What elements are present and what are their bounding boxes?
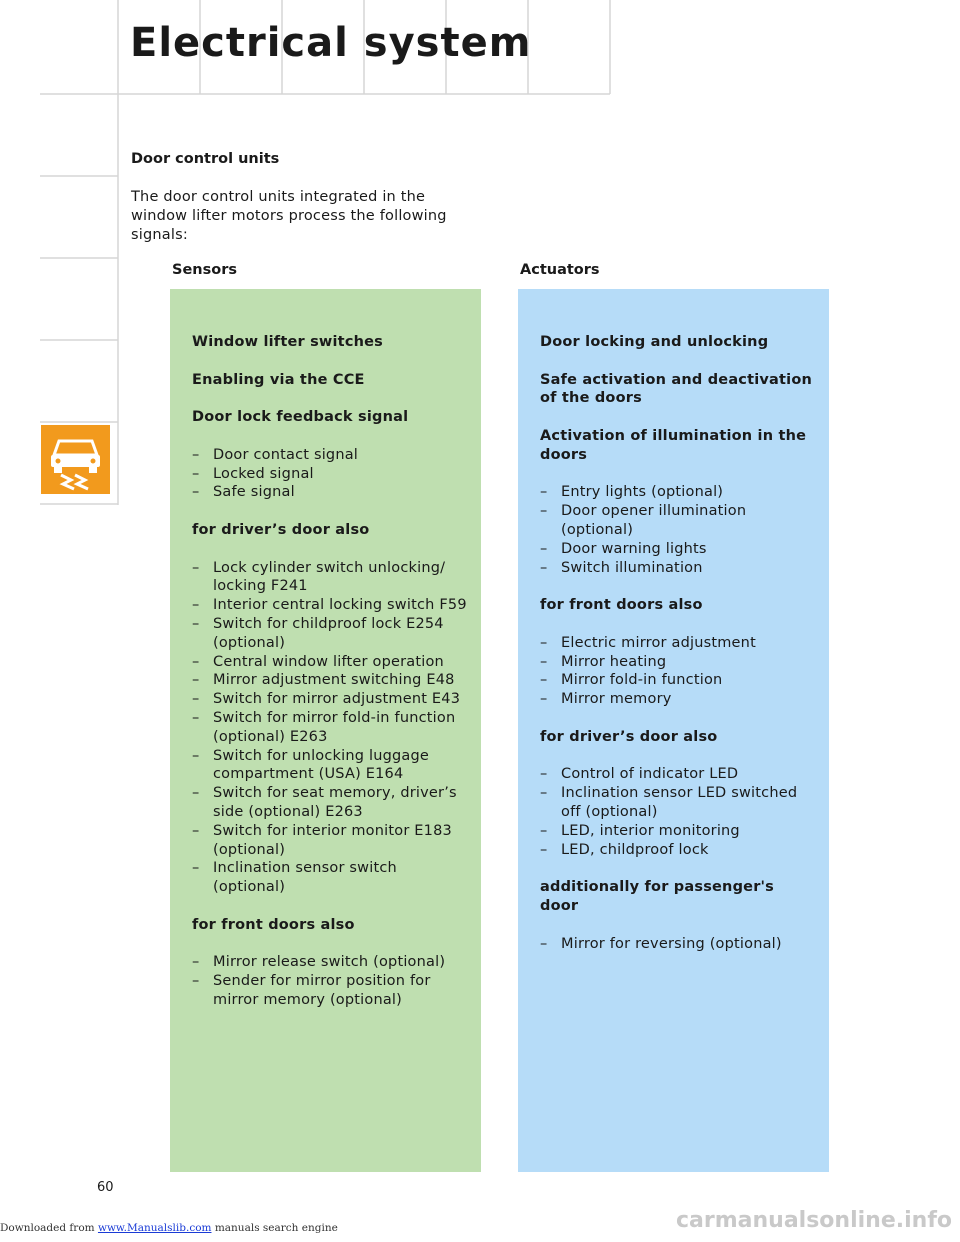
bullet-dash: – [540,822,548,839]
list-item [540,671,817,690]
manualslib-link[interactable]: www.Manualslib.com [97,1222,212,1234]
list-item-text: Switch for seat memory, driver’s side (optional) E263 [213,785,457,820]
bullet-dash: – [192,747,200,764]
list-item-text: Mirror for reversing (optional) [561,935,782,952]
bullet-dash: – [540,484,548,501]
bullet-dash: – [540,935,548,952]
bullet-dash: – [192,597,200,614]
spacer [192,389,469,408]
list-item [192,953,469,972]
actuators-panel [518,289,829,1172]
list-item-text: Door warning lights [561,540,707,557]
list-item [540,765,817,784]
list-item [540,784,817,822]
spacer [540,352,817,371]
spacer [540,465,817,484]
list-item-text: Lock cylinder switch unlocking/ locking F241 [213,559,446,595]
list-item-text: Locked signal [213,465,314,482]
list-item-text: Mirror memory [561,691,672,708]
spacer [192,352,469,371]
list-item [192,615,469,653]
list-item [192,559,469,597]
list-item [192,972,469,1010]
list-item [540,841,817,860]
list-item-text: LED, interior monitoring [561,822,740,839]
list-item-text: Inclination sensor switch (optional) [213,860,397,896]
bullet-dash: – [540,503,548,520]
list-item [192,653,469,672]
list-item-text: Mirror heating [561,653,667,670]
list-item [192,671,469,690]
sensors-heading: Sensors [172,262,237,278]
spacer [192,540,469,559]
list-item [540,935,817,954]
spacer [540,747,817,766]
list-item [540,690,817,709]
list-item [192,859,469,897]
list-item-text: Mirror release switch (optional) [213,954,446,971]
spacer [540,615,817,634]
list-item-text: Central window lifter operation [213,653,444,670]
actuators-heading: Actuators [520,262,600,278]
bullet-dash: – [192,973,200,990]
list-item-text: Safe signal [213,484,295,501]
list-item-text: Electric mirror adjustment [561,634,756,651]
bullet-dash: – [192,653,200,670]
bullet-dash: – [192,860,200,877]
bullet-dash: – [192,465,200,482]
subheading: Door locking and unlocking [540,334,769,350]
bullet-dash: – [192,691,200,708]
bullet-dash: – [540,559,548,576]
bullet-dash: – [192,484,200,501]
bullet-dash: – [540,691,548,708]
spacer [540,859,817,878]
list-item-text: Interior central locking switch F59 [213,597,467,614]
list-item-text: Control of indicator LED [561,766,739,783]
subheading: Enabling via the CCE [192,371,365,388]
sensors-list [192,333,469,1010]
list-item-text: Mirror adjustment switching E48 [213,672,455,689]
spacer [192,935,469,954]
list-item-text: Switch for mirror fold-in function (optional) E263 [213,709,456,745]
list-item-text: Door opener illumination (optional) [561,503,747,538]
list-item [192,709,469,747]
page-number: 60 [97,1180,114,1195]
page-title: Electrical system [130,20,532,66]
list-item-text: Entry lights (optional) [561,484,724,501]
list-item [192,596,469,615]
list-item [540,540,817,559]
download-footer [0,1222,338,1234]
bullet-dash: – [192,954,200,971]
bullet-dash: – [192,672,200,689]
spacer [540,577,817,596]
bullet-dash: – [540,634,548,651]
subheading: Activation of illumination in the doors [540,427,807,463]
bullet-dash: – [540,653,548,670]
list-item-text: Switch for mirror adjustment E43 [213,691,461,708]
spacer [540,709,817,728]
subheading: Door lock feedback signal [192,409,409,426]
footer-suffix: manuals search engine [214,1222,338,1234]
footer-prefix: Downloaded from [0,1222,95,1234]
subheading: Safe activation and deactivation of the doors [540,371,813,407]
list-item-text: Sender for mirror position for mirror memory (optional) [213,973,431,1008]
bullet-dash: – [192,822,200,839]
watermark: carmanualsonline.info [676,1208,952,1233]
list-item-text: Switch for childproof lock E254 (optional) [213,615,444,651]
list-item [192,465,469,484]
bullet-dash: – [192,559,200,576]
list-item-text: Switch for interior monitor E183 (optional) [213,822,452,858]
spacer [192,427,469,446]
bullet-dash: – [192,615,200,632]
subheading: Window lifter switches [192,334,383,350]
bullet-dash: – [540,766,548,783]
list-item [540,634,817,653]
list-item-text: Switch for unlocking luggage compartment (USA) E164 [213,747,430,783]
subheading: for driver’s door also [192,521,370,538]
bullet-dash: – [540,841,548,858]
list-item [192,784,469,822]
bullet-dash: – [540,672,548,689]
list-item [540,653,817,672]
bullet-dash: – [192,709,200,726]
list-item [192,690,469,709]
list-item [192,747,469,785]
sensors-panel [170,289,481,1172]
car-electrics-icon [41,425,110,494]
list-item-text: Mirror fold-in function [561,672,723,689]
bullet-dash: – [192,446,200,463]
spacer [540,408,817,427]
spacer [192,897,469,916]
list-item-text: Door contact signal [213,446,359,463]
spacer [192,502,469,521]
subheading: for front doors also [540,597,703,614]
list-item [192,483,469,502]
list-item [540,502,817,540]
list-item [540,559,817,578]
list-item-text: Switch illumination [561,559,703,576]
intro-paragraph: The door control units integrated in the window lifter motors process the following signals: [131,189,447,243]
list-item [192,446,469,465]
subheading: additionally for passenger's door [540,879,775,914]
list-item [540,483,817,502]
bullet-dash: – [540,540,548,557]
subheading: for driver’s door also [540,728,718,745]
section-title: Door control units [131,151,280,167]
bullet-dash: – [192,785,200,802]
actuators-list [540,333,817,953]
list-item-text: LED, childproof lock [561,841,709,858]
spacer [540,916,817,935]
bullet-dash: – [540,785,548,802]
list-item [540,822,817,841]
subheading: for front doors also [192,916,355,933]
list-item-text: Inclination sensor LED switched off (optional) [561,785,798,820]
list-item [192,822,469,860]
